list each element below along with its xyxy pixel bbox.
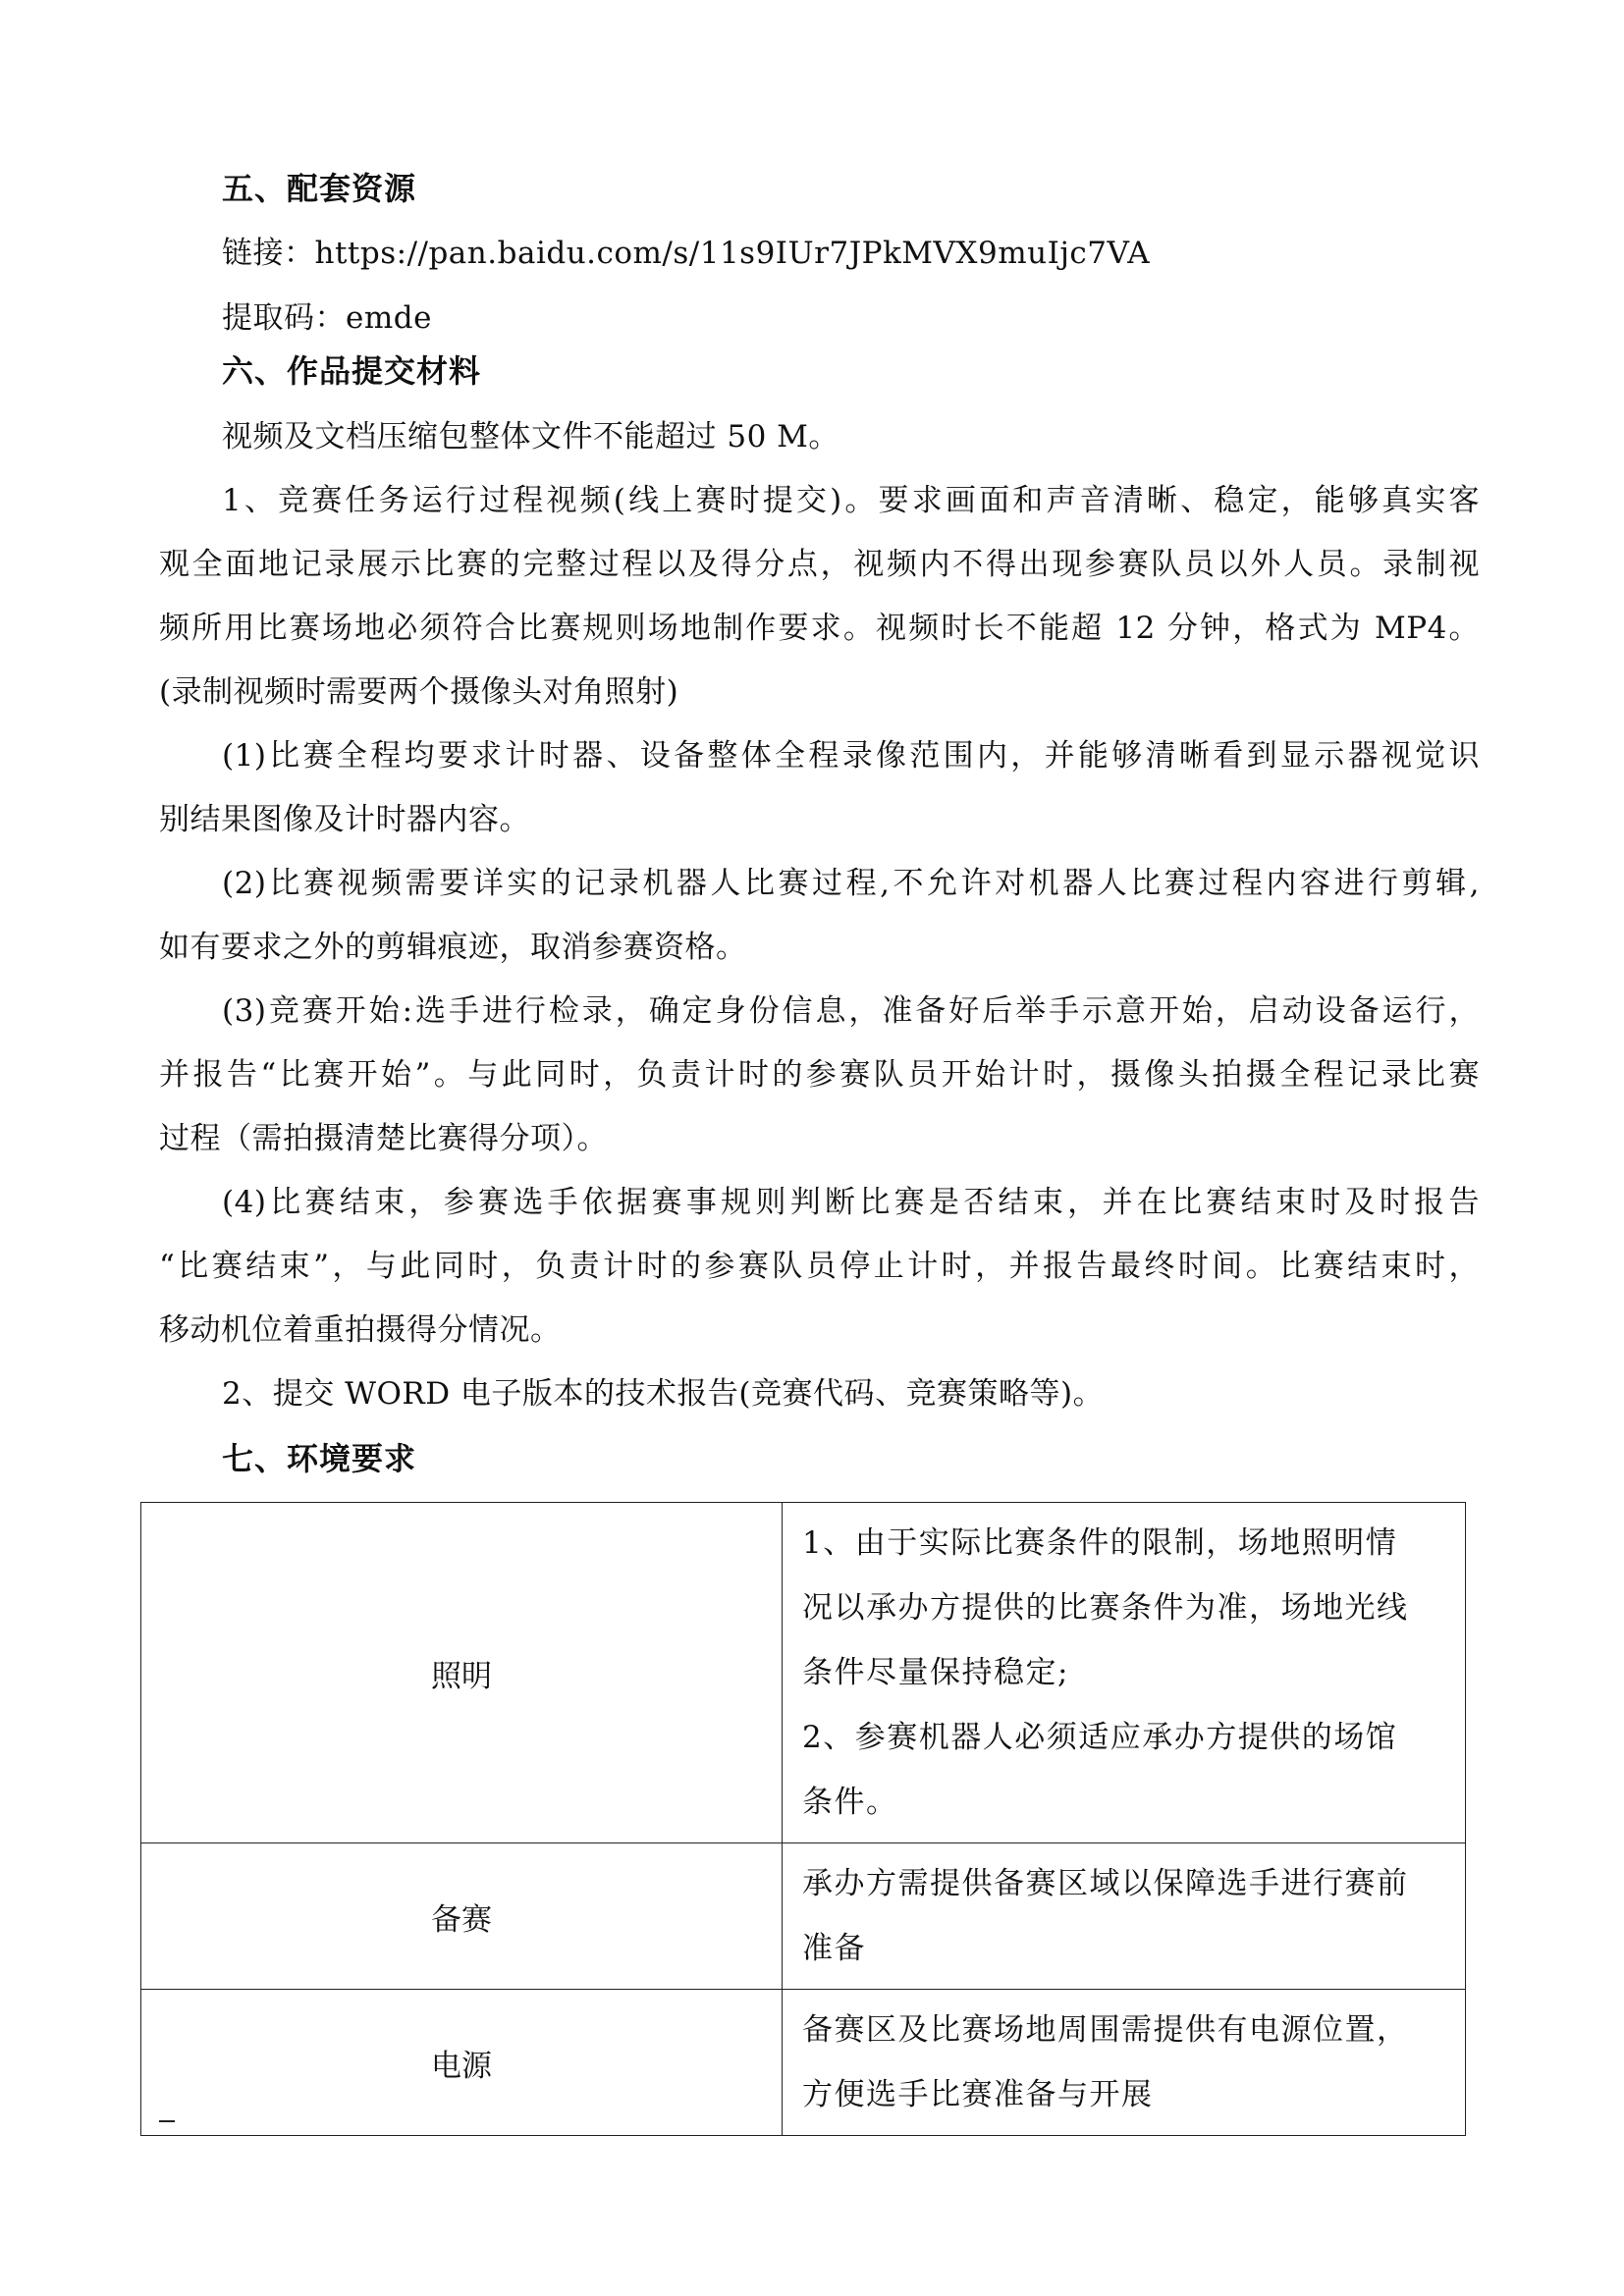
section6-intro: 视频及文档压缩包整体文件不能超过 50 M。 [222, 419, 839, 454]
desc-line: 条件尽量保持稳定; [801, 1655, 1069, 1690]
table-desc-cell [782, 1843, 1465, 1990]
item1-line: 频所用比赛场地必须符合比赛规则场地制作要求。视频时长不能超 12 分钟，格式为 MP4。 [159, 611, 1480, 646]
section7-heading: 七、环境要求 [222, 1440, 417, 1477]
desc-line: 承办方需提供备赛区域以保障选手进行赛前 [801, 1866, 1409, 1901]
sub1-line: (1)比赛全程均要求计时器、设备整体全程录像范围内，并能够清晰看到显示器视觉识 [222, 738, 1480, 774]
table-row [141, 1503, 1466, 1843]
table-row [141, 1843, 1466, 1990]
sub3-line: 并报告“比赛开始”。与此同时，负责计时的参赛队员开始计时，摄像头拍摄全程记录比赛 [159, 1057, 1480, 1093]
sub3-line: (3)竞赛开始:选手进行检录，确定身份信息，准备好后举手示意开始，启动设备运行， [222, 993, 1480, 1029]
desc-line: 1、由于实际比赛条件的限制，场地照明情 [801, 1525, 1398, 1561]
table-row [141, 1990, 1466, 2136]
resource-link[interactable]: 链接：https://pan.baidu.com/s/11s9IUr7JPkMVX9muIjc7VA [222, 236, 1151, 271]
footer-dash [159, 2120, 175, 2122]
desc-line: 备赛区及比赛场地周围需提供有电源位置， [801, 2012, 1409, 2048]
sub1-line: 别结果图像及计时器内容。 [159, 802, 530, 837]
item1-line: (录制视频时需要两个摄像头对角照射) [159, 674, 679, 710]
table-label-cell: 电源 [141, 1990, 783, 2136]
desc-line: 2、参赛机器人必须适应承办方提供的场馆 [801, 1720, 1398, 1755]
item1-line: 1、竞赛任务运行过程视频(线上赛时提交)。要求画面和声音清晰、稳定，能够真实客 [222, 483, 1480, 518]
section6-heading: 六、作品提交材料 [222, 352, 482, 390]
table-label-cell: 照明 [141, 1503, 783, 1843]
sub4-line: “比赛结束”，与此同时，负责计时的参赛队员停止计时，并报告最终时间。比赛结束时， [159, 1249, 1480, 1284]
sub2-line: (2)比赛视频需要详实的记录机器人比赛过程,不允许对机器人比赛过程内容进行剪辑, [222, 866, 1480, 901]
desc-line: 准备 [801, 1931, 866, 1966]
item2-line: 2、提交 WORD 电子版本的技术报告(竞赛代码、竞赛策略等)。 [222, 1376, 1105, 1412]
item1-line: 观全面地记录展示比赛的完整过程以及得分点，视频内不得出现参赛队员以外人员。录制视 [159, 547, 1480, 582]
sub4-line: (4)比赛结束，参赛选手依据赛事规则判断比赛是否结束，并在比赛结束时及时报告 [222, 1185, 1480, 1220]
sub2-line: 如有要求之外的剪辑痕迹，取消参赛资格。 [159, 930, 747, 965]
environment-table [140, 1502, 1466, 2136]
table-desc-cell [782, 1990, 1465, 2136]
sub3-line: 过程（需拍摄清楚比赛得分项）。 [159, 1121, 608, 1156]
sub4-line: 移动机位着重拍摄得分情况。 [159, 1312, 562, 1348]
desc-line: 条件。 [801, 1785, 898, 1820]
section5-heading: 五、配套资源 [222, 170, 417, 207]
desc-line: 方便选手比赛准备与开展 [801, 2077, 1154, 2112]
extraction-code: 提取码：emde [222, 300, 432, 336]
desc-line: 况以承办方提供的比赛条件为准，场地光线 [801, 1590, 1409, 1626]
table-desc-cell [782, 1503, 1465, 1843]
table-label-cell: 备赛 [141, 1843, 783, 1990]
